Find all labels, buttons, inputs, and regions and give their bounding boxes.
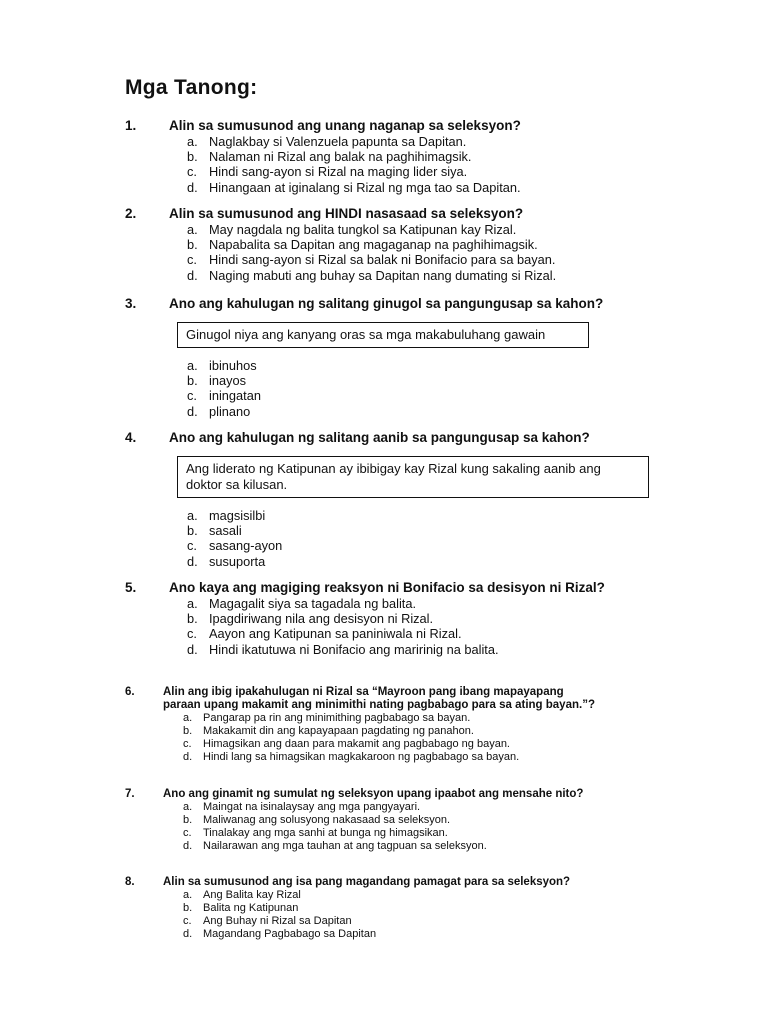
option-text: Makakamit din ang kapayapaan pagdating ng panahon. bbox=[203, 725, 474, 737]
option-b bbox=[183, 814, 595, 827]
option-letter: b. bbox=[187, 611, 198, 627]
option-text: Aayon ang Katipunan sa paniniwala ni Rizal. bbox=[209, 626, 462, 642]
question-number: 3. bbox=[125, 296, 137, 311]
option-list bbox=[125, 596, 725, 657]
option-text: plinano bbox=[209, 403, 251, 419]
option-d bbox=[183, 840, 595, 853]
option-text: Ipagdiriwang nila ang desisyon ni Rizal. bbox=[209, 611, 434, 627]
question-number: 8. bbox=[125, 876, 135, 888]
option-letter: c. bbox=[187, 538, 197, 554]
question-prompt bbox=[125, 430, 725, 446]
option-text: Ang Balita kay Rizal bbox=[203, 889, 301, 901]
option-letter: a. bbox=[187, 596, 198, 611]
option-c bbox=[187, 252, 725, 267]
option-letter: a. bbox=[187, 222, 198, 237]
option-b bbox=[187, 237, 725, 252]
option-text: Hindi ikatutuwa ni Bonifacio ang maririnig na balita. bbox=[209, 641, 499, 657]
option-text: sasali bbox=[209, 523, 242, 539]
question-text: Alin ang ibig ipakahulugan ni Rizal sa “Mayroon pang ibang mapayapang paraan upang makamit ang minimithi nating pagbabago para sa ating bayan.”? bbox=[163, 686, 595, 711]
option-letter: a. bbox=[183, 712, 193, 724]
option-letter: c. bbox=[183, 738, 192, 750]
question-prompt bbox=[125, 296, 725, 312]
question-2 bbox=[125, 206, 725, 283]
option-c bbox=[187, 164, 725, 179]
option-text: Nailarawan ang mga tauhan at ang tagpuan sa seleksyon. bbox=[203, 840, 487, 852]
question-prompt bbox=[125, 788, 595, 801]
option-text: ibinuhos bbox=[209, 358, 257, 373]
option-letter: b. bbox=[187, 373, 198, 389]
option-a bbox=[183, 889, 645, 902]
option-a bbox=[187, 358, 725, 373]
option-d bbox=[187, 404, 725, 419]
option-d bbox=[187, 268, 725, 283]
option-b bbox=[187, 373, 725, 388]
question-4 bbox=[125, 430, 725, 569]
option-letter: a. bbox=[187, 508, 198, 523]
question-prompt bbox=[125, 876, 645, 889]
question-number: 1. bbox=[125, 118, 137, 133]
option-text: Maingat na isinalaysay ang mga pangyayari. bbox=[203, 801, 421, 813]
option-letter: c. bbox=[187, 388, 197, 404]
option-letter: b. bbox=[183, 902, 193, 914]
question-8 bbox=[125, 876, 645, 941]
option-text: inayos bbox=[209, 373, 246, 389]
question-prompt bbox=[125, 580, 725, 596]
option-text: Himagsikan ang daan para makamit ang pagbabago ng bayan. bbox=[203, 738, 510, 750]
question-prompt bbox=[125, 206, 725, 222]
option-text: Hindi lang sa himagsikan magkakaroon ng pagbabago sa bayan. bbox=[203, 751, 520, 763]
question-number: 6. bbox=[125, 686, 135, 698]
sentence-box: Ang liderato ng Katipunan ay ibibigay kay Rizal kung sakaling aanib ang doktor sa kilusan. bbox=[177, 456, 649, 498]
option-text: Naging mabuti ang buhay sa Dapitan nang dumating si Rizal. bbox=[209, 267, 557, 283]
option-c bbox=[187, 626, 725, 641]
option-text: Ang Buhay ni Rizal sa Dapitan bbox=[203, 915, 352, 927]
option-text: Magandang Pagbabago sa Dapitan bbox=[203, 928, 377, 940]
option-letter: d. bbox=[187, 641, 198, 657]
option-d bbox=[183, 928, 645, 941]
question-6 bbox=[125, 686, 595, 764]
question-text: Alin sa sumusunod ang unang naganap sa seleksyon? bbox=[169, 118, 521, 133]
option-text: Magagalit siya sa tagadala ng balita. bbox=[209, 596, 417, 611]
question-5 bbox=[125, 580, 725, 657]
option-letter: c. bbox=[183, 915, 192, 927]
question-text: Ano ang ginamit ng sumulat ng seleksyon upang ipaabot ang mensahe nito? bbox=[163, 788, 584, 800]
option-list bbox=[125, 801, 595, 853]
question-prompt bbox=[125, 686, 595, 712]
option-letter: c. bbox=[183, 827, 192, 839]
option-list bbox=[125, 889, 645, 941]
option-text: magsisilbi bbox=[209, 508, 266, 523]
option-text: Naglakbay si Valenzuela papunta sa Dapitan. bbox=[209, 134, 467, 149]
option-letter: c. bbox=[187, 626, 197, 642]
option-letter: a. bbox=[183, 889, 193, 901]
option-letter: b. bbox=[183, 725, 193, 737]
option-letter: d. bbox=[183, 751, 193, 763]
option-letter: d. bbox=[187, 179, 198, 195]
question-1 bbox=[125, 118, 725, 195]
option-text: Balita ng Katipunan bbox=[203, 902, 299, 914]
option-letter: a. bbox=[187, 134, 198, 149]
option-letter: d. bbox=[183, 928, 193, 940]
option-a bbox=[187, 508, 725, 523]
question-3 bbox=[125, 296, 725, 419]
question-text: Ano ang kahulugan ng salitang aanib sa pangungusap sa kahon? bbox=[169, 430, 590, 445]
option-letter: a. bbox=[187, 358, 198, 373]
option-letter: d. bbox=[183, 840, 193, 852]
question-text: Ano kaya ang magiging reaksyon ni Bonifacio sa desisyon ni Rizal? bbox=[169, 580, 605, 595]
option-text: Nalaman ni Rizal ang balak na paghihimagsik. bbox=[209, 149, 472, 165]
option-b bbox=[187, 611, 725, 626]
option-b bbox=[187, 149, 725, 164]
option-text: Hinangaan at iginalang si Rizal ng mga tao sa Dapitan. bbox=[209, 179, 521, 195]
option-a bbox=[183, 801, 595, 814]
question-text: Alin sa sumusunod ang HINDI nasasaad sa seleksyon? bbox=[169, 206, 524, 221]
option-letter: b. bbox=[183, 814, 193, 826]
option-letter: b. bbox=[187, 237, 198, 253]
option-text: Pangarap pa rin ang minimithing pagbabago sa bayan. bbox=[203, 712, 471, 724]
option-a bbox=[187, 222, 725, 237]
question-text: Ano ang kahulugan ng salitang ginugol sa pangungusap sa kahon? bbox=[169, 296, 604, 311]
option-letter: c. bbox=[187, 252, 197, 268]
question-number: 2. bbox=[125, 206, 137, 221]
option-b bbox=[183, 902, 645, 915]
option-letter: b. bbox=[187, 523, 198, 539]
option-letter: d. bbox=[187, 403, 198, 419]
sentence-box: Ginugol niya ang kanyang oras sa mga makabuluhang gawain bbox=[177, 322, 589, 348]
question-text: Alin sa sumusunod ang isa pang magandang pamagat para sa seleksyon? bbox=[163, 876, 571, 888]
option-c bbox=[187, 538, 725, 553]
option-d bbox=[187, 642, 725, 657]
option-text: susuporta bbox=[209, 553, 266, 569]
option-list bbox=[125, 358, 725, 419]
option-c bbox=[183, 738, 595, 751]
option-text: May nagdala ng balita tungkol sa Katipunan kay Rizal. bbox=[209, 222, 517, 237]
question-number: 5. bbox=[125, 580, 137, 595]
option-text: iningatan bbox=[209, 388, 261, 404]
option-letter: b. bbox=[187, 149, 198, 165]
option-text: Hindi sang-ayon si Rizal sa balak ni Bonifacio para sa bayan. bbox=[209, 252, 556, 268]
option-a bbox=[187, 596, 725, 611]
option-letter: d. bbox=[187, 553, 198, 569]
option-letter: d. bbox=[187, 267, 198, 283]
question-prompt bbox=[125, 118, 725, 134]
option-list bbox=[125, 222, 725, 283]
option-text: Tinalakay ang mga sanhi at bunga ng himagsikan. bbox=[203, 827, 448, 839]
option-c bbox=[183, 915, 645, 928]
option-a bbox=[187, 134, 725, 149]
option-text: Napabalita sa Dapitan ang magaganap na paghihimagsik. bbox=[209, 237, 538, 253]
option-letter: a. bbox=[183, 801, 193, 813]
page-title: Mga Tanong: bbox=[125, 76, 258, 99]
option-c bbox=[183, 827, 595, 840]
question-number: 4. bbox=[125, 430, 137, 445]
option-text: Maliwanag ang solusyong nakasaad sa seleksyon. bbox=[203, 814, 451, 826]
option-d bbox=[187, 554, 725, 569]
question-number: 7. bbox=[125, 788, 135, 800]
option-c bbox=[187, 388, 725, 403]
option-letter: c. bbox=[187, 164, 197, 180]
question-7 bbox=[125, 788, 595, 853]
option-a bbox=[183, 712, 595, 725]
option-b bbox=[187, 523, 725, 538]
option-b bbox=[183, 725, 595, 738]
option-text: Hindi sang-ayon si Rizal na maging lider siya. bbox=[209, 164, 468, 180]
option-list bbox=[125, 508, 725, 569]
option-list bbox=[125, 134, 725, 195]
option-d bbox=[187, 180, 725, 195]
option-text: sasang-ayon bbox=[209, 538, 283, 554]
option-list bbox=[125, 712, 595, 764]
option-d bbox=[183, 751, 595, 764]
